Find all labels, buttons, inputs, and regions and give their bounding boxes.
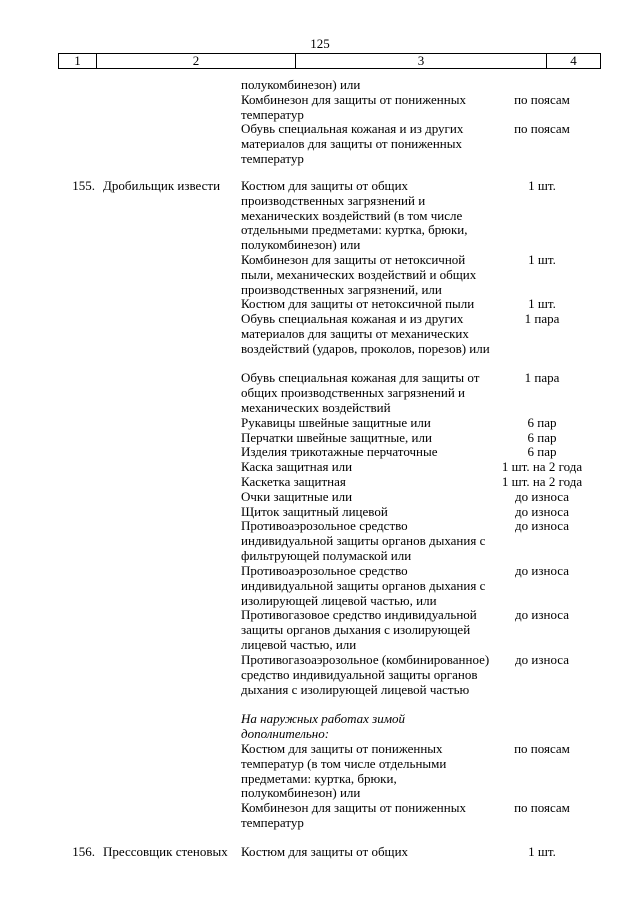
ppe-item: полукомбинезон) или xyxy=(241,77,361,92)
ppe-quantity: 1 шт. xyxy=(528,178,556,193)
ppe-quantity: 6 пар xyxy=(527,430,557,445)
ppe-quantity: до износа xyxy=(515,504,569,519)
ppe-quantity: 1 шт. xyxy=(528,844,556,859)
ppe-quantity: 1 шт. xyxy=(528,296,556,311)
ppe-item: Костюм для защиты от общих xyxy=(241,844,409,859)
ppe-item: Каскетка защитная xyxy=(241,474,346,489)
ppe-item: Каска защитная или xyxy=(241,459,353,474)
ppe-quantity: до износа xyxy=(515,652,569,667)
row-number: 155. xyxy=(72,178,95,193)
ppe-quantity: до износа xyxy=(515,518,569,533)
ppe-quantity: 6 пар xyxy=(527,415,557,430)
ppe-quantity: 1 шт. на 2 года xyxy=(501,474,583,489)
ppe-item: Комбинезон для защиты от нетоксичной пыли, механических воздействий и общих производственных загрязнений, или xyxy=(241,252,477,297)
ppe-quantity: 1 шт. на 2 года xyxy=(501,459,583,474)
header-col-2: 2 xyxy=(97,54,296,68)
ppe-quantity: до износа xyxy=(515,489,569,504)
ppe-item: Костюм для защиты от общих производственных загрязнений и механических воздействий (в том числе отдельными предметами: куртка, брюки, полукомбинезон) или xyxy=(241,178,468,253)
ppe-quantity: по поясам xyxy=(514,121,570,136)
header-col-3: 3 xyxy=(296,54,547,68)
ppe-item: Противоаэрозольное средство индивидуальной защиты органов дыхания с фильтрующей полумаской или xyxy=(241,518,486,563)
ppe-quantity: 1 шт. xyxy=(528,252,556,267)
ppe-item: Рукавицы швейные защитные или xyxy=(241,415,431,430)
ppe-item: Изделия трикотажные перчаточные xyxy=(241,444,438,459)
header-col-1: 1 xyxy=(59,54,97,68)
ppe-quantity: 1 пара xyxy=(524,311,560,326)
ppe-item: Обувь специальная кожаная для защиты от общих производственных загрязнений и механических воздействий xyxy=(241,370,480,415)
ppe-quantity: 6 пар xyxy=(527,444,557,459)
section-note: На наружных работах зимой дополнительно: xyxy=(241,711,406,741)
profession-name: Прессовщик стеновых xyxy=(103,844,228,859)
page-number: 125 xyxy=(310,36,330,51)
ppe-quantity: 1 пара xyxy=(524,370,560,385)
ppe-quantity: до износа xyxy=(515,607,569,622)
ppe-item: Комбинезон для защиты от пониженных температур xyxy=(241,92,466,122)
ppe-item: Костюм для защиты от нетоксичной пыли xyxy=(241,296,475,311)
ppe-item: Очки защитные или xyxy=(241,489,353,504)
ppe-item: Обувь специальная кожаная и из других материалов для защиты от пониженных температур xyxy=(241,121,464,166)
table-header xyxy=(58,53,601,69)
ppe-item: Щиток защитный лицевой xyxy=(241,504,388,519)
ppe-item: Противогазоаэрозольное (комбинированное) средство индивидуальной защиты органов дыхания с изолирующей лицевой частью xyxy=(241,652,490,697)
ppe-item: Обувь специальная кожаная и из других материалов для защиты от механических воздействий (ударов, проколов, порезов) или xyxy=(241,311,490,356)
ppe-quantity: до износа xyxy=(515,563,569,578)
ppe-quantity: по поясам xyxy=(514,92,570,107)
row-number: 156. xyxy=(72,844,95,859)
ppe-item: Комбинезон для защиты от пониженных температур xyxy=(241,800,466,830)
ppe-quantity: по поясам xyxy=(514,741,570,756)
profession-name: Дробильщик извести xyxy=(103,178,221,193)
ppe-item: Перчатки швейные защитные, или xyxy=(241,430,432,445)
header-col-4: 4 xyxy=(570,53,577,68)
ppe-item: Противоаэрозольное средство индивидуальной защиты органов дыхания с изолирующей лицевой частью, или xyxy=(241,563,486,608)
ppe-quantity: по поясам xyxy=(514,800,570,815)
ppe-item: Костюм для защиты от пониженных температур (в том числе отдельными предметами: куртка, брюки, полукомбинезон) или xyxy=(241,741,447,801)
ppe-item: Противогазовое средство индивидуальной защиты органов дыхания с изолирующей лицевой частью, или xyxy=(241,607,477,652)
